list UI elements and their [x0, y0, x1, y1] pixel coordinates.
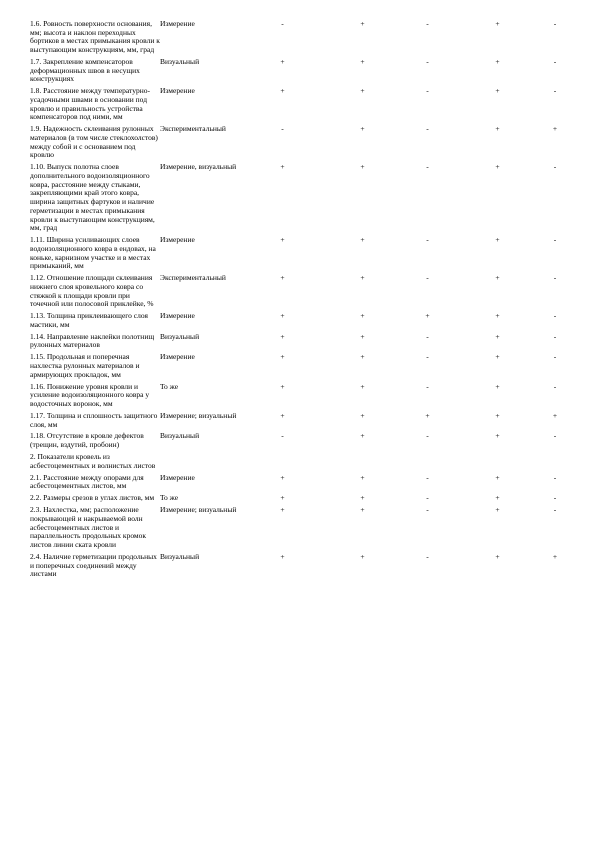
mark-cell: +	[360, 551, 365, 561]
mark-cell: -	[553, 381, 557, 391]
table-row	[30, 87, 570, 125]
mark-cell: +	[552, 551, 558, 561]
mark-cell: +	[495, 86, 500, 96]
mark-cell: -	[553, 472, 557, 482]
method-cell: Измерение	[160, 235, 195, 245]
mark-cell: -	[426, 235, 429, 245]
parameter-cell: 1.8. Расстояние между температурно-усадочными швами в основании под кровлю и правильность устройства компенсаторов под ними, мм	[30, 86, 150, 122]
mark-cell: -	[553, 162, 557, 172]
mark-cell: +	[280, 472, 285, 482]
table-row	[30, 506, 570, 553]
parameter-cell: 2.1. Расстояние между опорами для асбестоцементных листов, мм	[30, 472, 144, 491]
mark-cell: +	[495, 551, 500, 561]
mark-cell: +	[495, 273, 500, 283]
mark-cell: +	[360, 331, 365, 341]
mark-cell: +	[280, 235, 285, 245]
mark-cell: -	[553, 235, 557, 245]
parameter-cell: 1.11. Ширина усиливающих слоев водоизоляционного ковра в ендовах, на коньке, карнизном участке и в местах примыканий, мм	[30, 235, 156, 271]
mark-cell	[400, 453, 455, 474]
mark-cell: -	[426, 273, 429, 283]
mark-cell: +	[552, 124, 558, 134]
table-row	[30, 125, 570, 163]
parameter-cell: 1.10. Выпуск полотна слоев дополнительного водоизоляционного ковра, расстояние между стыками, закрепляющими край этого ковра, ширина защитных фартуков и наличие герметизации в местах примыкания кровли к выступающим конструкциям, мм, град	[30, 162, 155, 233]
mark-cell: +	[495, 352, 500, 362]
mark-cell: -	[426, 472, 429, 482]
method-cell: Измерение, визуальный	[160, 162, 237, 172]
mark-cell: +	[360, 311, 365, 321]
table-row	[30, 383, 570, 412]
mark-cell: +	[495, 493, 500, 503]
method-cell: Измерение; визуальный	[160, 505, 237, 515]
control-table	[30, 20, 570, 582]
mark-cell: +	[360, 124, 365, 134]
mark-cell: +	[280, 57, 285, 66]
mark-cell: +	[280, 331, 285, 341]
mark-cell: +	[280, 493, 285, 503]
mark-cell: +	[360, 352, 365, 362]
mark-cell: -	[426, 19, 429, 28]
mark-cell: -	[281, 19, 284, 28]
mark-cell: +	[280, 551, 285, 561]
mark-cell: +	[495, 472, 500, 482]
parameter-cell: 2.4. Наличие герметизации продольных и поперечных соединений между листами	[30, 551, 157, 579]
table-row	[30, 474, 570, 495]
mark-cell: +	[495, 124, 500, 134]
parameter-cell: 2.2. Размеры срезов в углах листов, мм	[30, 493, 155, 503]
mark-cell: +	[360, 431, 365, 441]
parameter-cell: 2.3. Нахлестка, мм; расположение покрывающей и накрываемой волн асбестоцементных листов и параллельность продольных кромок листов линии ската кровли	[30, 505, 147, 549]
method-cell	[160, 453, 240, 474]
method-cell: Экспериментальный	[160, 273, 226, 283]
mark-cell: +	[280, 505, 285, 515]
mark-cell: -	[426, 162, 429, 172]
mark-cell: +	[495, 331, 500, 341]
mark-cell	[325, 453, 400, 474]
mark-cell: -	[426, 331, 429, 341]
mark-cell	[455, 453, 540, 474]
method-cell: Измерение	[160, 86, 195, 96]
mark-cell: +	[495, 505, 500, 515]
parameter-cell: 1.9. Надежность склеивания рулонных материалов (в том числе стеклохолстов) между собой и с основанием под кровлю	[30, 124, 158, 160]
table-row	[30, 274, 570, 312]
table-row	[30, 312, 570, 333]
mark-cell: -	[426, 352, 429, 362]
mark-cell: +	[495, 57, 500, 66]
mark-cell: -	[426, 493, 429, 503]
mark-cell: +	[360, 57, 365, 66]
mark-cell: -	[553, 57, 557, 66]
mark-cell: +	[280, 311, 285, 321]
mark-cell: +	[360, 493, 365, 503]
table-row	[30, 333, 570, 354]
method-cell: Измерение; визуальный	[160, 410, 237, 420]
mark-cell: -	[426, 57, 429, 66]
mark-cell: +	[360, 410, 365, 420]
table-row	[30, 236, 570, 274]
mark-cell: +	[360, 381, 365, 391]
mark-cell: +	[360, 235, 365, 245]
method-cell: Визуальный	[160, 331, 200, 341]
method-cell: Визуальный	[160, 431, 200, 441]
mark-cell: -	[553, 352, 557, 362]
table-body	[30, 20, 570, 582]
mark-cell: +	[425, 410, 430, 420]
parameter-cell: 1.18. Отсутствие в кровле дефектов (трещин, вздутий, пробоин)	[30, 431, 144, 450]
mark-cell: -	[426, 86, 429, 96]
mark-cell: +	[360, 472, 365, 482]
parameter-cell: 1.13. Толщина приклеивающего слоя мастики, мм	[30, 311, 148, 329]
mark-cell: -	[426, 431, 429, 441]
mark-cell: +	[280, 381, 285, 391]
mark-cell: +	[425, 311, 430, 321]
mark-cell: +	[495, 410, 500, 420]
method-cell: Измерение	[160, 311, 195, 321]
mark-cell	[240, 453, 325, 474]
table-row	[30, 20, 570, 58]
mark-cell: -	[553, 273, 557, 283]
mark-cell: +	[360, 505, 365, 515]
mark-cell: -	[553, 431, 557, 441]
parameter-cell: 1.14. Направление наклейки полотнищ рулонных материалов	[30, 331, 155, 350]
method-cell: Визуальный	[160, 57, 200, 66]
mark-cell: -	[281, 431, 284, 441]
mark-cell: -	[426, 505, 429, 515]
mark-cell: +	[280, 273, 285, 283]
table-row	[30, 553, 570, 582]
parameter-cell: 1.7. Закрепление компенсаторов деформационных швов в несущих конструкциях	[30, 57, 140, 84]
mark-cell: -	[553, 86, 557, 96]
mark-cell: +	[360, 162, 365, 172]
mark-cell: +	[280, 352, 285, 362]
mark-cell: +	[495, 311, 500, 321]
mark-cell: +	[360, 273, 365, 283]
table-row	[30, 163, 570, 236]
mark-cell: -	[553, 311, 557, 321]
table-row	[30, 432, 570, 453]
parameter-cell: 1.17. Толщина и сплошность защитного слоя, мм	[30, 410, 158, 429]
method-cell: То же	[160, 381, 179, 391]
parameter-cell: 1.15. Продольная и поперечная нахлестка рулонных материалов и армирующих прокладок, мм	[30, 352, 140, 379]
mark-cell: -	[553, 493, 557, 503]
mark-cell: +	[495, 19, 500, 28]
method-cell: То же	[160, 493, 179, 503]
method-cell: Измерение	[160, 352, 195, 362]
mark-cell	[540, 453, 570, 474]
table-row	[30, 58, 570, 87]
method-cell: Измерение	[160, 19, 195, 28]
mark-cell: +	[280, 410, 285, 420]
table-row	[30, 412, 570, 433]
mark-cell: +	[280, 162, 285, 172]
mark-cell: +	[495, 381, 500, 391]
parameter-cell: 1.16. Понижение уровня кровли и усиление водоизоляционного ковра у водосточных воронок, мм	[30, 381, 150, 408]
mark-cell: -	[426, 381, 429, 391]
parameter-cell: 2. Показатели кровель из асбестоцементных и волнистых листов	[30, 452, 156, 470]
parameter-cell: 1.6. Ровность поверхности основания, мм; высота и наклон переходных бортиков в местах примыкания кровли к выступающим конструкциям, мм, град	[30, 19, 160, 55]
mark-cell: +	[495, 431, 500, 441]
mark-cell: +	[495, 235, 500, 245]
method-cell: Измерение	[160, 472, 195, 482]
mark-cell: -	[553, 19, 557, 28]
mark-cell: -	[426, 551, 429, 561]
mark-cell: -	[553, 331, 557, 341]
mark-cell: -	[426, 124, 429, 134]
parameter-cell: 1.12. Отношение площади склеивания нижнего слоя кровельного ковра со стяжкой к площади кровли при точечной или полосовой приклейке, %	[30, 273, 154, 309]
table-row	[30, 453, 570, 474]
mark-cell: +	[360, 86, 365, 96]
method-cell: Визуальный	[160, 551, 200, 561]
mark-cell: +	[552, 410, 558, 420]
table-row	[30, 353, 570, 382]
mark-cell: -	[553, 505, 557, 515]
mark-cell: +	[495, 162, 500, 172]
method-cell: Экспериментальный	[160, 124, 226, 134]
mark-cell: +	[280, 86, 285, 96]
mark-cell: -	[281, 124, 284, 134]
mark-cell: +	[360, 19, 365, 28]
